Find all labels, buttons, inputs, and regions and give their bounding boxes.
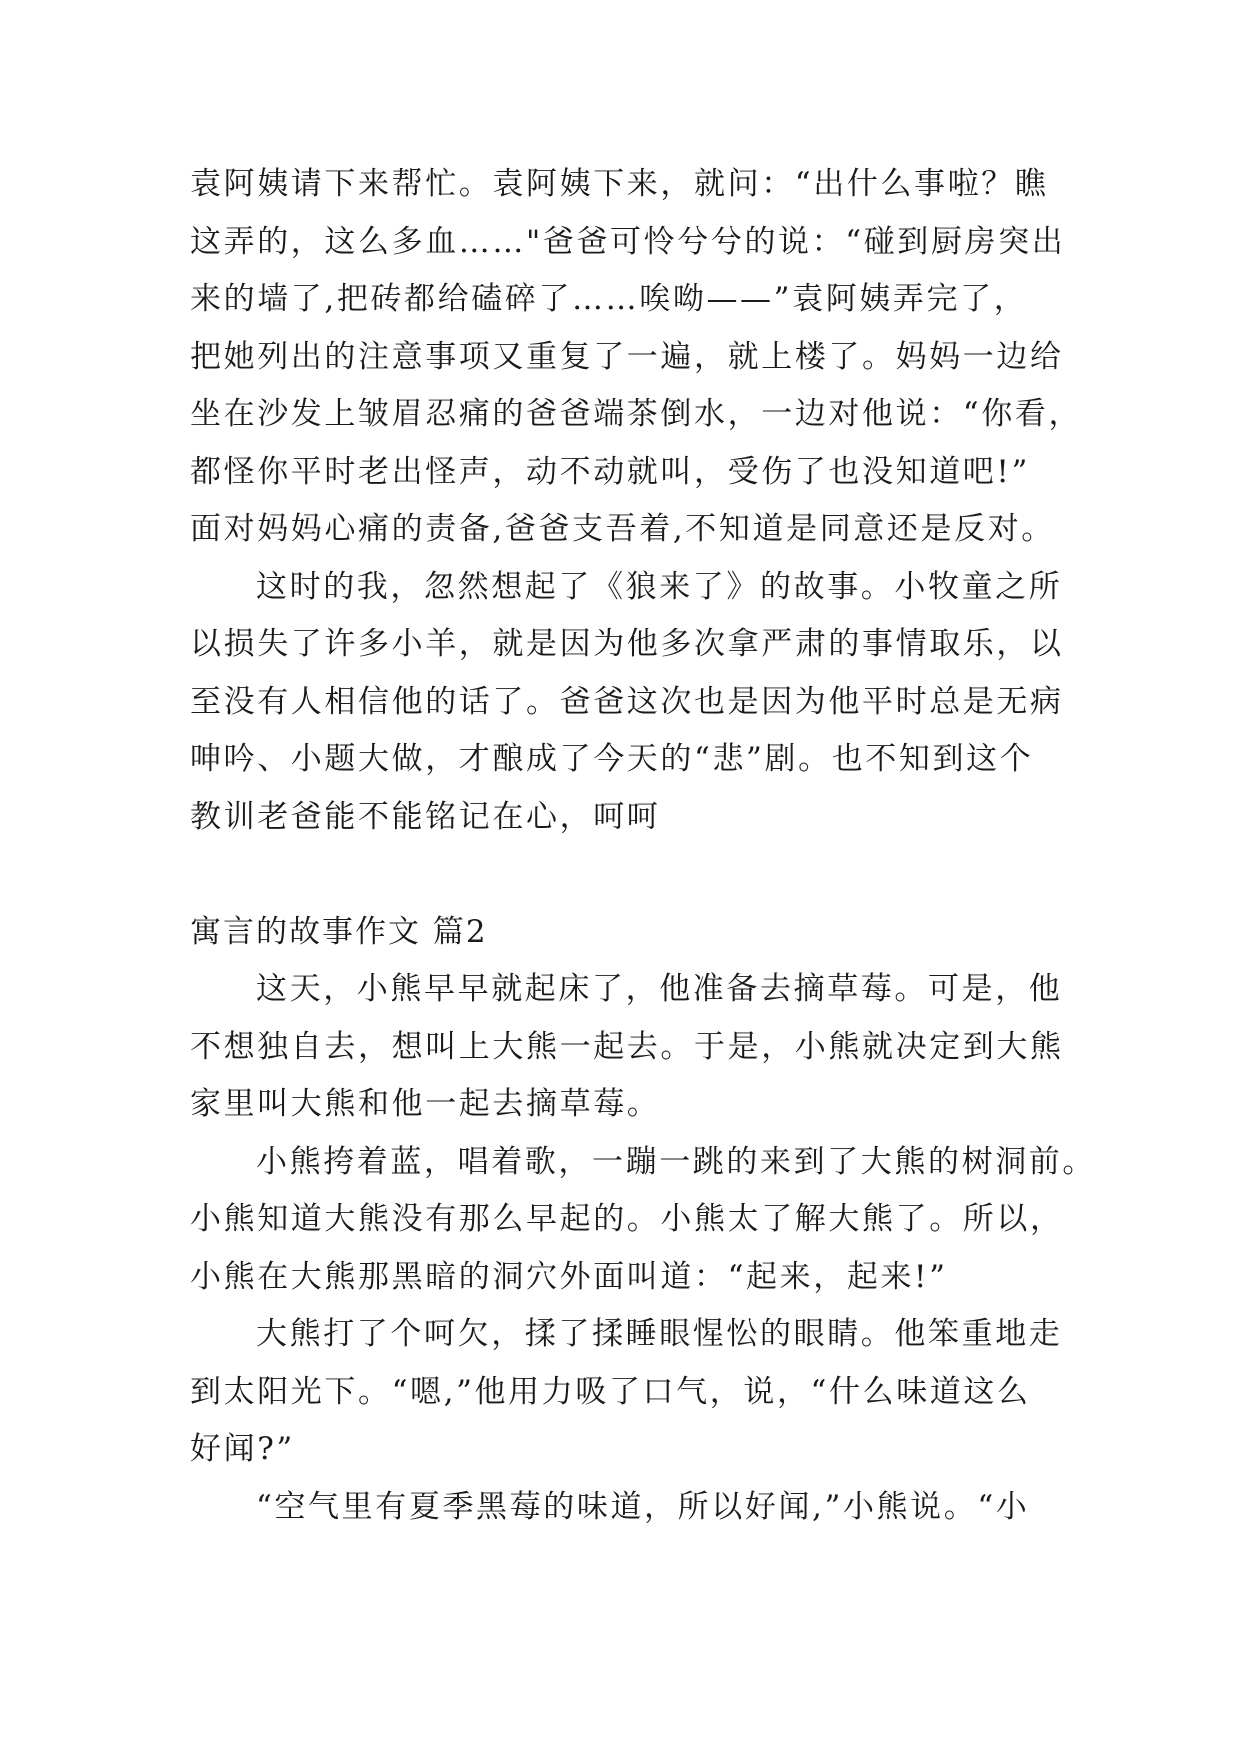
paragraph-tree-hole: [190, 1134, 1096, 1307]
text-line: 教训老爸能不能铭记在心，呵呵: [190, 798, 661, 835]
text-line: 大熊打了个呵欠，揉了揉睡眼惺忪的眼睛。他笨重地走: [256, 1316, 1063, 1352]
text-line: 不想独自去，想叫上大熊一起去。于是，小熊就决定到大熊: [190, 1028, 1064, 1065]
text-line: 家里叫大熊和他一起去摘草莓。: [190, 1086, 661, 1122]
text-line: 袁阿姨请下来帮忙。袁阿姨下来，就问：“出什么事啦？瞧: [190, 166, 1049, 202]
text-line: 把她列出的注意事项又重复了一遍，就上楼了。妈妈一边给: [190, 338, 1064, 375]
paragraph-blackberry: [190, 1479, 1060, 1537]
text-line: 都怪你平时老出怪声，动不动就叫，受伤了也没知道吧!”: [190, 453, 1030, 490]
paragraph-continuation: [190, 156, 1083, 559]
paragraph-wolf-story: [190, 559, 1064, 847]
paragraph-big-bear: [190, 1306, 1063, 1479]
text-line: 坐在沙发上皱眉忍痛的爸爸端茶倒水，一边对他说：“你看，: [190, 396, 1083, 432]
paragraph-strawberry: [190, 961, 1064, 1134]
text-line: 这弄的，这么多血……"爸爸可怜兮兮的说：“碰到厨房突出: [190, 223, 1066, 260]
text-line: 这天，小熊早早就起床了，他准备去摘草莓。可是，他: [256, 971, 1063, 1007]
text-line: 呻吟、小题大做，才酿成了今天的“悲”剧。也不知到这个: [190, 741, 1034, 777]
text-line: “空气里有夏季黑莓的味道，所以好闻,”小熊说。“小: [256, 1488, 1030, 1525]
text-line: 小熊挎着蓝，唱着歌，一蹦一跳的来到了大熊的树洞前。: [256, 1143, 1096, 1180]
document-body: [190, 156, 1096, 1536]
section-heading: 寓言的故事作文 篇2: [190, 913, 488, 950]
text-line: 以损失了许多小羊，就是因为他多次拿严肃的事情取乐，以: [190, 626, 1064, 662]
text-line: 小熊知道大熊没有那么早起的。小熊太了解大熊了。所以，: [190, 1201, 1064, 1237]
text-line: 好闻?”: [190, 1431, 295, 1467]
text-line: 到太阳光下。“嗯,”他用力吸了口气，说，“什么味道这么: [190, 1373, 1031, 1410]
text-line: 至没有人相信他的话了。爸爸这次也是因为他平时总是无病: [190, 683, 1064, 720]
section-spacer: [190, 846, 1060, 904]
text-line: 来的墙了,把砖都给磕碎了……唉呦——”袁阿姨弄完了，: [190, 281, 1028, 317]
text-line: 小熊在大熊那黑暗的洞穴外面叫道：“起来，起来!”: [190, 1258, 948, 1295]
text-line: 面对妈妈心痛的责备,爸爸支吾着,不知道是同意还是反对。: [190, 511, 1055, 547]
text-line: 这时的我，忽然想起了《狼来了》的故事。小牧童之所: [256, 568, 1063, 605]
